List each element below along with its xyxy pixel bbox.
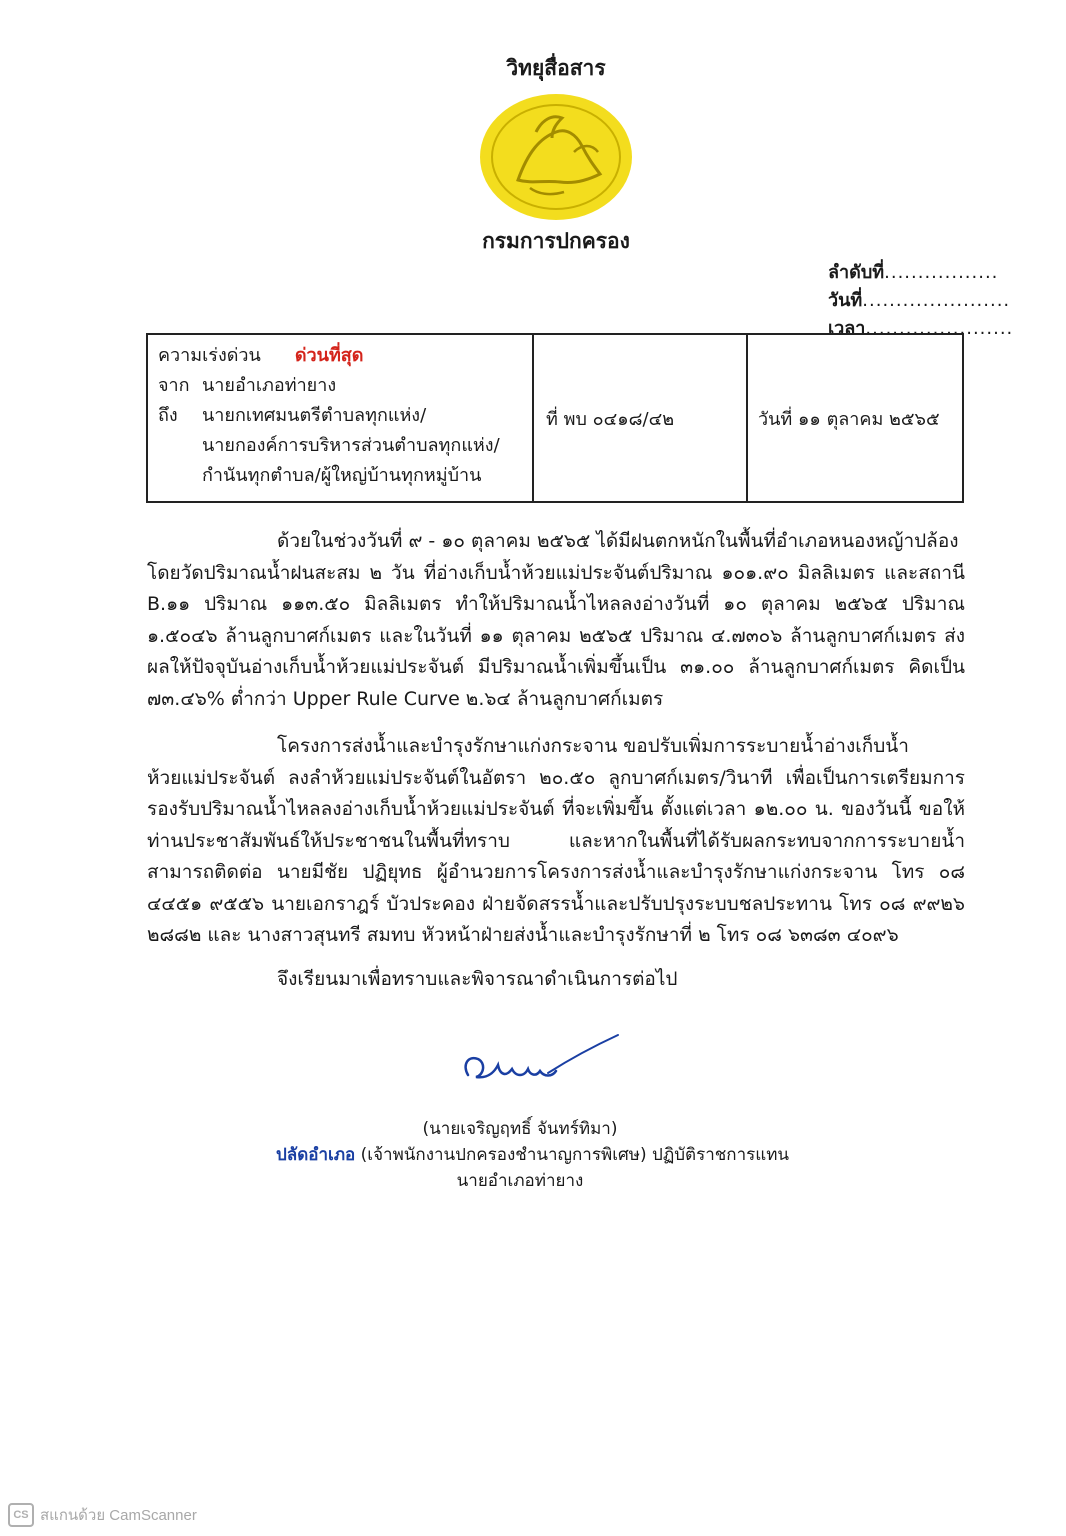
- position-rest: (เจ้าพนักงานปกครองชำนาญการพิเศษ) ปฏิบัติราชการแทน: [360, 1145, 790, 1165]
- position-prefix: ปลัดอำเภอ: [276, 1145, 356, 1165]
- on-behalf-of: นายอำเภอท่ายาง: [456, 1171, 584, 1191]
- urgency-value: ด่วนที่สุด: [294, 345, 364, 366]
- paragraph-2-opening: โครงการส่งน้ำและบำรุงรักษาแก่งกระจาน ขอปรับเพิ่มการระบายน้ำอ่างเก็บน้ำ: [277, 735, 909, 757]
- from-row: [158, 371, 532, 401]
- signatory-name: (นายเจริญฤทธิ์ จันทร์ทิมา): [422, 1119, 618, 1139]
- reference-number: ที่ พบ ๐๔๑๘/๔๒: [533, 334, 747, 502]
- body-paragraph-2: [147, 731, 965, 952]
- to-label: ถึง: [158, 405, 178, 426]
- time-dots: ......................: [865, 318, 1014, 339]
- routing-table: [146, 333, 964, 503]
- handwritten-signature: [440, 1025, 630, 1095]
- garuda-seal-logo: [478, 92, 634, 222]
- order-number-line: [828, 257, 998, 286]
- to-line: กำนันทุกตำบล/ผู้ใหญ่บ้านทุกหมู่บ้าน: [202, 465, 482, 486]
- department-name: กรมการปกครอง: [482, 229, 630, 253]
- from-label: จาก: [158, 375, 190, 396]
- from-value: นายอำเภอท่ายาง: [202, 375, 337, 396]
- to-line: นายกองค์การบริหารส่วนตำบลทุกแห่ง/: [202, 435, 500, 456]
- scanner-text: สแกนด้วย CamScanner: [40, 1507, 197, 1524]
- paragraph-1-opening: ด้วยในช่วงวันที่ ๙ - ๑๐ ตุลาคม ๒๕๖๕ ได้มีฝนตกหนักในพื้นที่อำเภอหนองหญ้าปล้อง: [277, 530, 959, 552]
- scanner-footer: [8, 1503, 197, 1527]
- date-line: [828, 285, 1010, 314]
- closing-sentence: จึงเรียนมาเพื่อทราบและพิจารณาดำเนินการต่อไป: [277, 968, 678, 990]
- paragraph-2-body: ห้วยแม่ประจันต์ ลงลำห้วยแม่ประจันต์ในอัตรา ๒๐.๕๐ ลูกบาศก์เมตร/วินาที เพื่อเป็นการเตรียมการรองรับปริมาณน้ำไหลลงอ่างเก็บน้ำห้วยแม่ประจันต์ ที่จะเพิ่มขึ้น ตั้งแต่เวลา ๑๒.๐๐ น. ของวันนี้ ขอให้ท่านประชาสัมพันธ์ให้ประชาชนในพื้นที่ทราบ และหากในพื้นที่ได้รับผลกระทบจากการระบายน้ำ สามารถติดต่อ นายมีชัย ปฏิยุทธ ผู้อำนวยการโครงการส่งน้ำและบำรุงรักษาแก่งกระจาน โทร ๐๘ ๔๔๕๑ ๙๕๕๖ นายเอกราฎร์ บัวประคอง ฝ่ายจัดสรรน้ำและปรับปรุงระบบชลประทาน โทร ๐๘ ๙๙๒๖ ๒๘๘๒ และ นางสาวสุนทรี สมทบ หัวหน้าฝ่ายส่งน้ำและบำรุงรักษาที่ ๒ โทร ๐๘ ๖๓๘๓ ๔๐๙๖: [147, 766, 965, 946]
- to-line: นายกเทศมนตรีตำบลทุกแห่ง/: [202, 405, 427, 426]
- order-label: ลำดับที่: [828, 262, 885, 283]
- paragraph-1-body: โดยวัดปริมาณน้ำฝนสะสม ๒ วัน ที่อ่างเก็บน้ำห้วยแม่ประจันต์ปริมาณ ๑๐๑.๙๐ มิลลิเมตร และสถานี B.๑๑ ปริมาณ ๑๑๓.๕๐ มิลลิเมตร ทำให้ปริมาณน้ำไหลลงอ่างวันที่ ๑๐ ตุลาคม ๒๕๖๕ ปริมาณ ๑.๕๐๔๖ ล้านลูกบาศก์เมตร และในวันที่ ๑๑ ตุลาคม ๒๕๖๕ ปริมาณ ๔.๗๓๐๖ ล้านลูกบาศก์เมตร ส่งผลให้ปัจจุบันอ่างเก็บน้ำห้วยแม่ประจันต์ มีปริมาณน้ำเพิ่มขึ้นเป็น ๓๑.๐๐ ล้านลูกบาศก์เมตร คิดเป็น ๗๓.๔๖% ต่ำกว่า Upper Rule Curve ๒.๖๔ ล้านลูกบาศก์เมตร: [147, 561, 965, 710]
- date-dots: ......................: [862, 290, 1011, 311]
- camscanner-logo-icon: CS: [8, 1503, 34, 1527]
- document-date: วันที่ ๑๑ ตุลาคม ๒๕๖๕: [747, 334, 963, 502]
- body-paragraph-1: [147, 526, 965, 715]
- date-label: วันที่: [828, 290, 863, 311]
- routing-cell-parties: [147, 334, 533, 502]
- order-dots: .................: [884, 262, 999, 283]
- signatory-position: [276, 1141, 789, 1168]
- time-label: เวลา: [828, 318, 866, 339]
- urgency-label: ความเร่งด่วน: [158, 345, 261, 366]
- document-header-title: วิทยุสื่อสาร: [506, 56, 606, 80]
- urgency-row: [158, 341, 532, 371]
- to-row: [158, 401, 532, 431]
